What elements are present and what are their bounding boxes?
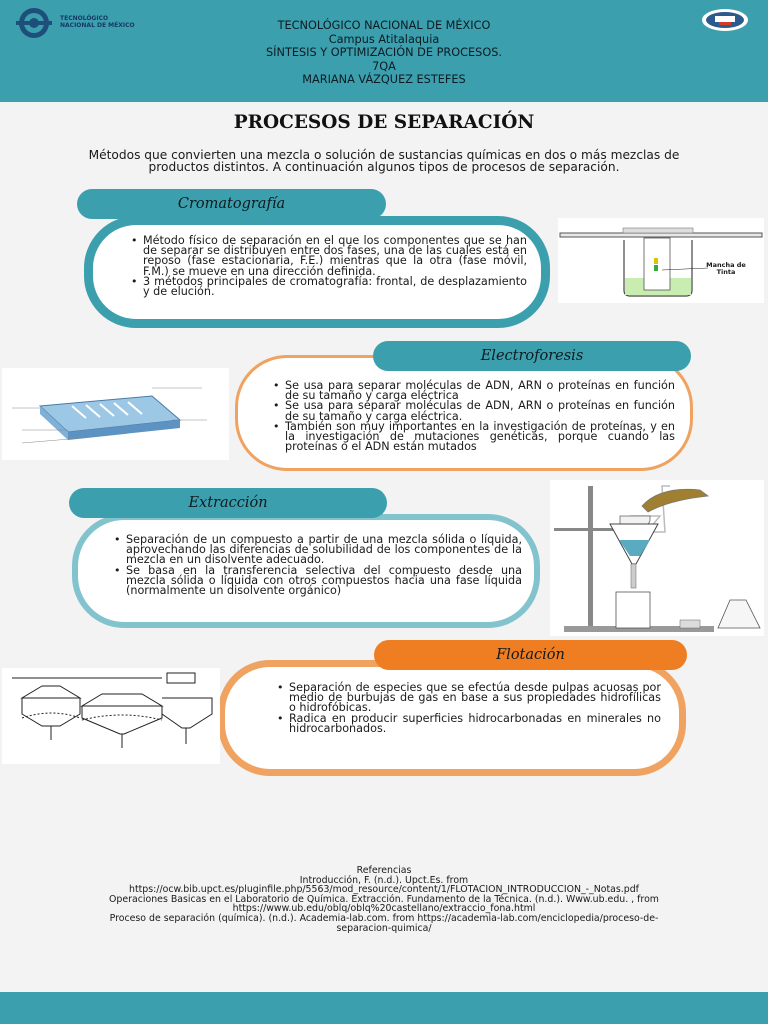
header-banner (0, 0, 768, 102)
page-title: PROCESOS DE SEPARACIÓN (233, 112, 535, 133)
extraccion-box (72, 514, 540, 628)
flotacion-box (218, 660, 686, 776)
logo-text: TECNOLÓGICO NACIONAL DE MÉXICO (60, 15, 135, 29)
reference-link[interactable]: https://www.ub.edu/oblq/oblq%20castellano/extraccio_fona.html (232, 903, 536, 915)
reference-link[interactable]: separacion-quimica/ (336, 922, 432, 934)
separatory-funnel-icon (550, 480, 764, 636)
electroforesis-bullet-1: • Se usa para separar moléculas de ADN, ARN o proteínas en función de su tamaño y carga eléctrica (267, 381, 675, 401)
gel-electrophoresis-icon (2, 368, 229, 460)
header-info (200, 19, 568, 87)
course-name: SÍNTESIS Y OPTIMIZACIÓN DE PROCESOS. (265, 46, 502, 59)
group-code: 7QA (372, 59, 396, 73)
cromatografia-bullet-2: • 3 métodos principales de cromatografía: frontal, de desplazamiento y de elución. (125, 277, 527, 297)
extraccion-bullet-2: • Se basa en la transferencia selectiva del compuesto desde una mezcla sólida o líquida con otros compuestos hacia una fase líquida (normalmente un disolvente orgánico) (108, 566, 522, 597)
references-heading: Referencias (356, 865, 412, 876)
references (30, 866, 738, 933)
footer-bar (0, 992, 768, 1024)
reference-line: Introducción, F. (n.d.). Upct.Es. from (299, 874, 469, 886)
flotacion-heading: Flotación (374, 640, 687, 670)
campus-logo-icon (701, 8, 749, 32)
electroforesis-bullet-2: • Se usa para separar moléculas de ADN, ARN o proteínas en función de su tamaño y carga eléctrica. (267, 401, 675, 421)
extraccion-heading: Extracción (69, 488, 387, 518)
flotation-diagram-icon (2, 668, 220, 764)
intro-text: Métodos que convierten una mezcla o solución de sustancias químicas en dos o más mezclas de productos distintos. A continuación algunos tipos de procesos de separación. (88, 148, 680, 174)
electroforesis-box (235, 355, 693, 471)
tecnm-logo (12, 6, 162, 40)
reference-line: Operaciones Basicas en el Laboratorio de Química. Extracción. Fundamento de la Técnica. (n.d.). Www.ub.edu. , from (109, 893, 659, 905)
cromatografia-bullet-1: • Método físico de separación en el que los componentes que se han de separar se distribuyen entre dos fases, una de las cuales está en reposo (fase estacionaria, F.E.) mientras que la otra (fase móvil, F.M.) se mueve en una dirección definida. (125, 236, 527, 277)
author-name: MARIANA VÁZQUEZ ESTEFES (302, 73, 466, 86)
electroforesis-heading: Electroforesis (373, 341, 691, 371)
reference-link[interactable]: https://ocw.bib.upct.es/pluginfile.php/5563/mod_resource/content/1/FLOTACION_INTRODUCCION_-_Notas.pdf (129, 884, 639, 896)
campus-name: Campus Atitalaquia (328, 32, 440, 46)
flotacion-bullet-1: • Separación de especies que se efectúa desde pulpas acuosas por medio de burbujas de gas en base a sus propiedades hidrofílicas o hidrofóbicas. (271, 683, 661, 714)
cromatografia-heading: Cromatografía (77, 189, 386, 219)
extraccion-bullet-1: • Separación de un compuesto a partir de una mezcla sólida o líquida, aprovechando las diferencias de solubilidad de los componentes de la mezcla en un disolvente adecuado. (108, 535, 522, 566)
institution-name: TECNOLÓGICO NACIONAL DE MÉXICO (277, 19, 491, 32)
flotacion-bullet-2: • Radica en producir superficies hidrocarbonadas en minerales no hidrocarbonados. (271, 714, 661, 734)
electroforesis-bullet-3: • También son muy importantes en la investigación de proteínas, y en la investigación de mutaciones genéticas, porque cuando las proteínas o el ADN están mutados (267, 422, 675, 453)
electroforesis-image (2, 368, 229, 460)
flotacion-image (2, 668, 220, 764)
image-label: Mancha de Tinta (706, 261, 746, 276)
tecnm-emblem-icon (12, 6, 56, 40)
cromatografia-image (558, 218, 764, 303)
extraccion-image (550, 480, 764, 636)
reference-line: Proceso de separación (química). (n.d.). Academia-lab.com. from https://academia-lab.com/enciclopedia/proceso-de- (109, 912, 659, 924)
cromatografia-box (84, 216, 550, 328)
